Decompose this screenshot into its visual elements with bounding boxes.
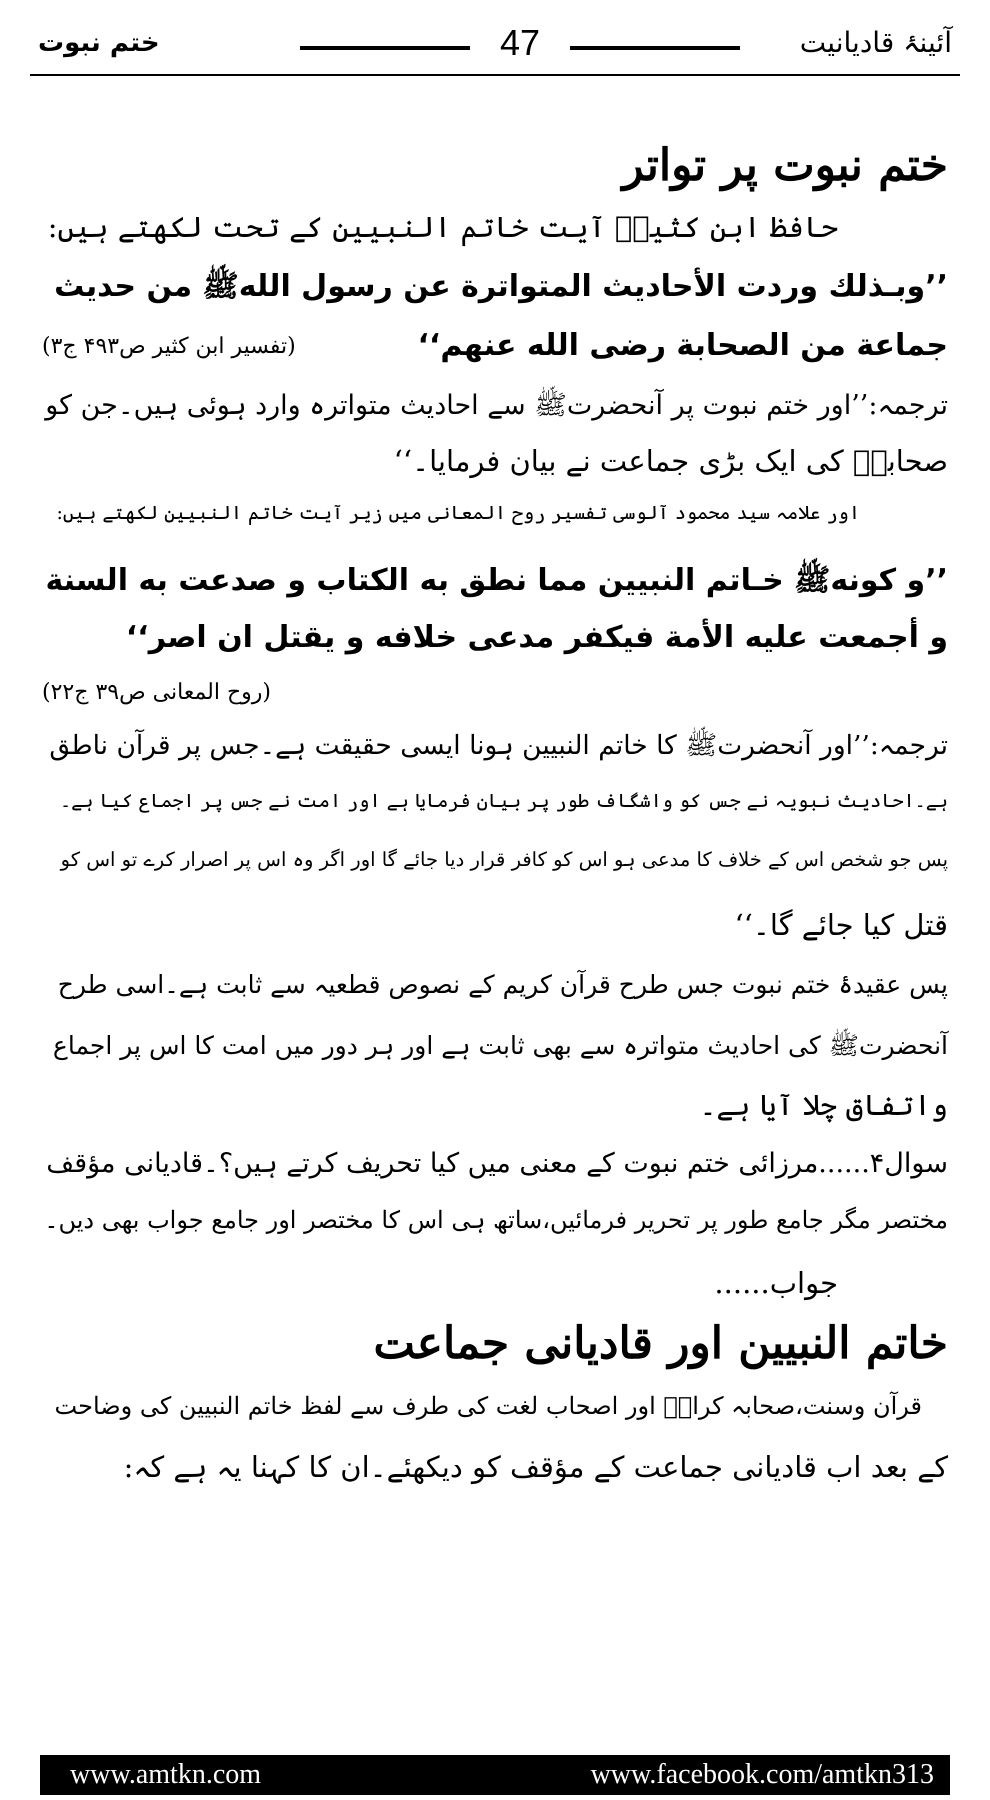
paragraph-3-line-1: پس عقیدۂ ختم نبوت جس طرح قرآن کریم کے نصوص قطعیہ سے ثابت ہے۔اسی طرح [57, 970, 948, 999]
translation-2-line-3: پس جو شخص اس کے خلاف کا مدعی ہو اس کو کافر قرار دیا جائے گا اور اگر وہ اس پر اصرار کرے تو اس کو [60, 848, 948, 871]
reference-ibn-kathir: (تفسیر ابن کثیر ص۴۹۳ ج۳) [42, 334, 296, 359]
header-rule-right [570, 46, 740, 50]
intro-ibn-kathir: حافظ ابن کثیرؒ آیت خاتم النبیین کے تحت لکھتے ہیں: [47, 210, 838, 244]
translation-1-line-2: صحابہؓ کی ایک بڑی جماعت نے بیان فرمایا۔‘‘ [393, 444, 948, 478]
header-chapter-title: ختم نبوت [38, 28, 160, 58]
header-divider [30, 74, 960, 76]
page-number: 47 [499, 22, 541, 63]
page-number-block [300, 22, 740, 72]
section-heading-qadiani: خاتم النبیین اور قادیانی جماعت [373, 1318, 948, 1369]
paragraph-4-line-2: کے بعد اب قادیانی جماعت کے مؤقف کو دیکھئے۔ان کا کہنا یہ ہے کہ: [123, 1450, 948, 1484]
answer-label: جواب...... [714, 1266, 838, 1300]
paragraph-4-line-1: قرآن وسنت،صحابہ کرامؓ اور اصحاب لغت کی طرف سے لفظ خاتم النبیین کی وضاحت [54, 1392, 922, 1420]
paragraph-3-line-3: واتفاق چلا آیا ہے۔ [699, 1088, 948, 1122]
arabic-quote-1-line-2: جماعة من الصحابة رضى الله عنهم‘‘ [417, 328, 948, 363]
translation-2-line-1: ترجمہ:’’اور آنحضرتﷺ کا خاتم النبیین ہونا ایسی حقیقت ہے۔جس پر قرآن ناطق [49, 730, 948, 761]
translation-2-line-4: قتل کیا جائے گا۔‘‘ [734, 908, 948, 942]
paragraph-3-line-2: آنحضرتﷺ کی احادیث متواترہ سے بھی ثابت ہے اور ہر دور میں امت کا اس پر اجماع [52, 1031, 948, 1060]
question-4-line-1: سوال۴......مرزائی ختم نبوت کے معنی میں کیا تحریف کرتے ہیں؟۔قادیانی مؤقف [46, 1148, 948, 1179]
arabic-quote-2-line-2: و أجمعت عليه الأمة فيكفر مدعى خلافه و يقتل ان اصر‘‘ [125, 620, 948, 655]
page-footer [40, 1755, 950, 1795]
question-4-line-2: مختصر مگر جامع طور پر تحریر فرمائیں،ساتھ ہی اس کا مختصر اور جامع جواب بھی دیں۔ [44, 1206, 948, 1234]
arabic-quote-2-line-1: ’’و كونهﷺ خـاتم النبيين مما نطق به الكتاب و صدعت به السنة [45, 563, 948, 598]
reference-ruh-al-maani: (روح المعانی ص۳۹ ج۲۲) [42, 680, 272, 705]
header-rule-left [300, 46, 470, 50]
translation-2-line-2: ہے۔احادیث نبویہ نے جس کو واشگاف طور پر بیان فرمایا ہے اور امت نے جس پر اجماع کیا ہے۔ [59, 790, 948, 812]
intro-alusi: اور علامہ سید محمود آلوسی تفسیر روح المعانی میں زیر آیت خاتم النبیین لکھتے ہیں: [56, 502, 860, 524]
footer-website-link[interactable]: www.amtkn.com [70, 1759, 262, 1790]
arabic-quote-1-line-1: ’’وبـذلك وردت الأحاديث المتواترة عن رسول اللهﷺ من حديث [54, 269, 948, 304]
translation-1-line-1: ترجمہ:’’اور ختم نبوت پر آنحضرتﷺ سے احادیث متواترہ وارد ہوئی ہیں۔جن کو [45, 390, 948, 421]
footer-facebook-link[interactable]: www.facebook.com/amtkn313 [590, 1759, 934, 1790]
page-header [30, 22, 960, 72]
header-book-title: آئینۂ قادیانیت [799, 26, 952, 59]
section-heading-tawatur: ختم نبوت پر تواتر [622, 140, 948, 191]
